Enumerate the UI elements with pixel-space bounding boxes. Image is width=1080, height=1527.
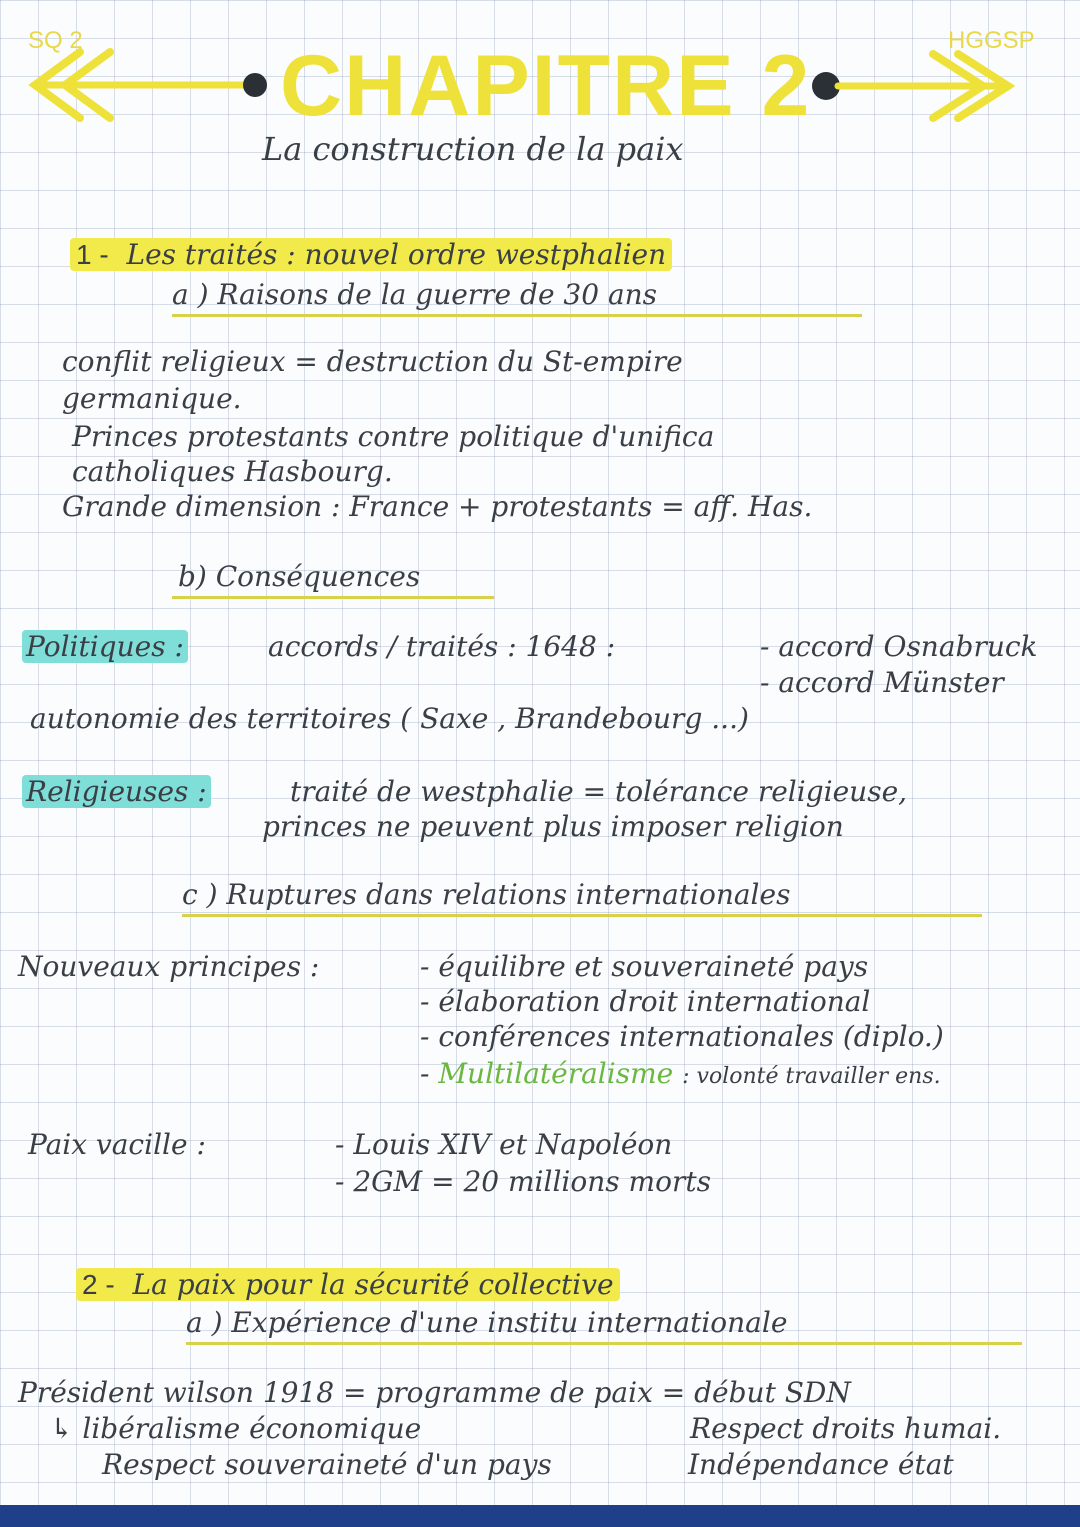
section2-title: La paix pour la sécurité collective [132, 1268, 614, 1301]
paix-item: - 2GM = 20 millions morts [335, 1165, 711, 1198]
section2a-underline [186, 1342, 1022, 1345]
section1a-title: a ) Raisons de la guerre de 30 ans [172, 278, 658, 311]
autonomie-text: autonomie des territoires ( Saxe , Brandebourg ...) [30, 702, 749, 735]
section1-heading [70, 238, 672, 272]
section1-title: Les traités : nouvel ordre westphalien [126, 238, 667, 271]
section1c-underline [182, 914, 982, 917]
section1-number: 1 - [76, 239, 109, 270]
wilson-item: Respect droits humai. [690, 1412, 1002, 1445]
chapter-title: CHAPITRE 2 [280, 38, 812, 134]
politiques-label: Politiques : [22, 630, 188, 664]
section1a-line: conflit religieux = destruction du St-empire [62, 345, 683, 378]
section1b-underline [172, 596, 494, 599]
religieuses-label: Religieuses : [22, 775, 211, 809]
sequence-label: SQ 2 [28, 27, 83, 54]
principe-item: - équilibre et souveraineté pays [420, 950, 869, 983]
accord-item: - accord Osnabruck [760, 630, 1038, 663]
paix-item: - Louis XIV et Napoléon [335, 1128, 673, 1161]
section1c-title: c ) Ruptures dans relations internationales [182, 878, 791, 911]
religieuses-line: princes ne peuvent plus imposer religion [262, 810, 844, 843]
principe-item: - élaboration droit international [420, 985, 871, 1018]
accord-item: - accord Münster [760, 666, 1004, 699]
wilson-item: ↳ libéralisme économique [50, 1412, 422, 1445]
section2-number: 2 - [82, 1269, 115, 1300]
section2a-title: a ) Expérience d'une institu internationale [186, 1306, 788, 1339]
politiques-text: accords / traités : 1648 : [268, 630, 616, 663]
principe-item-multilateralisme: - Multilatéralisme : volonté travailler ens. [420, 1057, 941, 1090]
chapter-subtitle: La construction de la paix [262, 130, 684, 168]
section1b-title: b) Conséquences [178, 560, 421, 593]
section1a-line: germanique. [62, 382, 242, 415]
section2-heading [76, 1268, 620, 1302]
wilson-item: Indépendance état [688, 1448, 954, 1481]
section1a-line: Grande dimension : France + protestants = aff. Has. [62, 490, 813, 523]
section1a-line: catholiques Hasbourg. [72, 455, 393, 488]
section1a-line: Princes protestants contre politique d'unifica [72, 420, 715, 453]
principe-item: - conférences internationales (diplo.) [420, 1020, 944, 1053]
wilson-item: Respect souveraineté d'un pays [102, 1448, 552, 1481]
section1a-underline [172, 314, 862, 317]
page-bottom-edge [0, 1505, 1080, 1527]
wilson-line: Président wilson 1918 = programme de paix = début SDN [18, 1376, 851, 1409]
subject-label: HGGSP [948, 27, 1035, 54]
paix-label: Paix vacille : [28, 1128, 206, 1161]
religieuses-line: traité de westphalie = tolérance religieuse, [290, 775, 908, 808]
principes-label: Nouveaux principes : [18, 950, 320, 983]
